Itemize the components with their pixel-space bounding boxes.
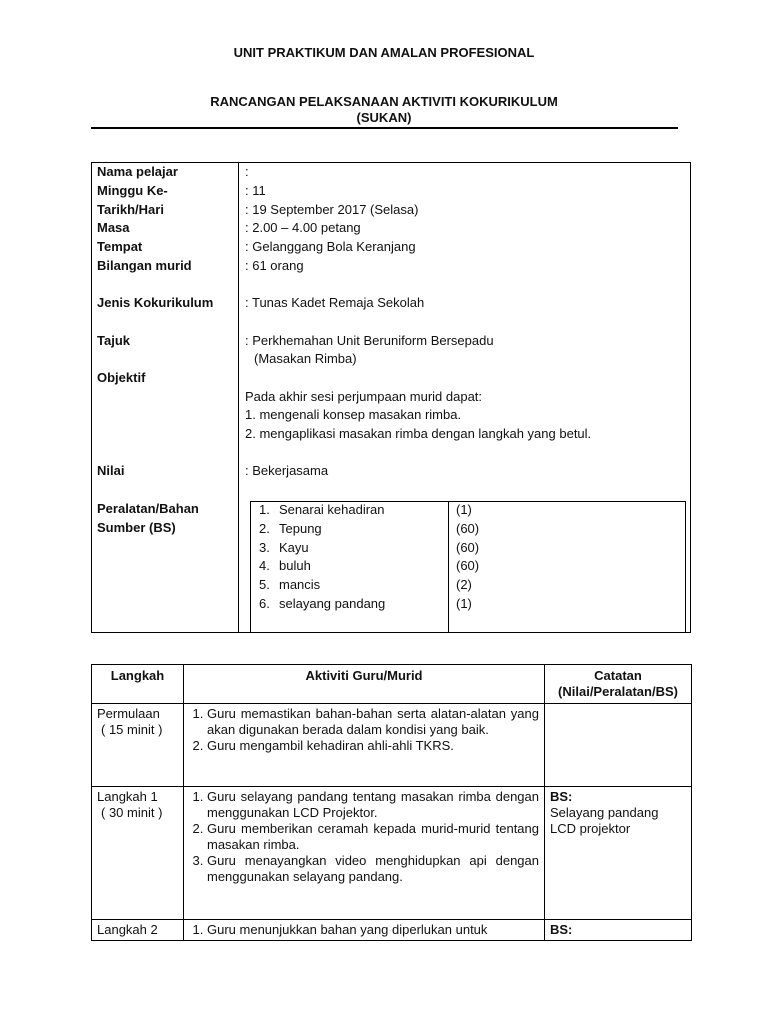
activity-list: [189, 922, 539, 938]
header-catatan: [545, 665, 692, 704]
jenis-value: : Tunas Kadet Remaja Sekolah: [245, 295, 425, 310]
tool-name: mancis: [279, 577, 321, 592]
tool-qty: (60): [456, 540, 480, 555]
step-cell: [92, 920, 184, 941]
step-name: Langkah 2: [97, 922, 158, 937]
subtitle-line-1: RANCANGAN PELAKSANAAN AKTIVITI KOKURIKULUM: [210, 94, 558, 109]
activity-cell: [184, 704, 545, 787]
tool-qty: (60): [456, 521, 480, 536]
nilai-value: : Bekerjasama: [245, 463, 329, 478]
activity-list: [189, 706, 539, 754]
nama-value: :: [245, 164, 249, 179]
header-catatan-line-2: (Nilai/Peralatan/BS): [558, 684, 678, 699]
tarikh-value: : 19 September 2017 (Selasa): [245, 202, 419, 217]
tajuk-value-sub: (Masakan Rimba): [254, 351, 357, 366]
tempat-value: : Gelanggang Bola Keranjang: [245, 239, 416, 254]
tool-item: [259, 520, 322, 538]
activity-item: 1. Guru menunjukkan bahan yang diperlukan untuk: [207, 922, 539, 938]
tool-num: 5.: [259, 577, 270, 592]
tool-num: 3.: [259, 540, 270, 555]
minggu-value: : 11: [245, 183, 266, 198]
sumber-label: Sumber (BS): [97, 520, 176, 535]
notes-item: LCD projektor: [550, 821, 631, 836]
tool-name: Tepung: [279, 521, 322, 536]
step-name: Permulaan: [97, 706, 160, 721]
header-aktiviti: Aktiviti Guru/Murid: [184, 665, 545, 704]
title-divider: [91, 127, 678, 129]
tool-qty: (1): [456, 502, 472, 517]
activity-item: 3. Guru menayangkan video menghidupkan api dengan menggunakan selayang pandang.: [207, 853, 539, 885]
masa-label: Masa: [97, 220, 130, 235]
notes-head: BS:: [550, 922, 573, 937]
tools-list-box: [250, 501, 686, 633]
header-langkah: Langkah: [92, 665, 184, 704]
jenis-label: Jenis Kokurikulum: [97, 295, 214, 310]
step-time: ( 15 minit ): [101, 722, 163, 737]
tool-item: [259, 501, 385, 519]
notes-cell: [545, 704, 692, 787]
step-cell: [92, 704, 184, 787]
objektif-item-2: 2. mengaplikasi masakan rimba dengan langkah yang betul.: [245, 426, 592, 441]
objektif-intro: Pada akhir sesi perjumpaan murid dapat:: [245, 389, 483, 404]
tool-num: 1.: [259, 502, 270, 517]
tool-item: [259, 539, 309, 557]
header-catatan-line-1: Catatan: [594, 668, 642, 683]
tool-item: [259, 576, 320, 594]
tarikh-label: Tarikh/Hari: [97, 202, 164, 217]
bilangan-label: Bilangan murid: [97, 258, 192, 273]
nilai-label: Nilai: [97, 463, 125, 478]
notes-cell: [545, 920, 692, 941]
notes-cell: [545, 787, 692, 920]
step-cell: [92, 787, 184, 920]
tempat-label: Tempat: [97, 239, 143, 254]
info-divider: [238, 163, 239, 632]
activity-list: [189, 789, 539, 885]
activity-cell: [184, 920, 545, 941]
table-row: [92, 920, 692, 941]
table-header-row: [92, 665, 692, 704]
info-box: [91, 162, 691, 633]
objektif-label: Objektif: [97, 370, 146, 385]
tool-item: [259, 557, 311, 575]
table-row: [92, 787, 692, 920]
tajuk-label: Tajuk: [97, 333, 130, 348]
tool-item: [259, 595, 385, 613]
tool-num: 6.: [259, 596, 270, 611]
notes-item: Selayang pandang: [550, 805, 659, 820]
tool-num: 4.: [259, 558, 270, 573]
tajuk-value: : Perkhemahan Unit Beruniform Bersepadu: [245, 333, 494, 348]
minggu-label: Minggu Ke-: [97, 183, 168, 198]
table-row: [92, 704, 692, 787]
activity-item: 2. Guru memberikan ceramah kepada murid-murid tentang masakan rimba.: [207, 821, 539, 853]
tool-qty: (1): [456, 596, 472, 611]
objektif-item-1: 1. mengenali konsep masakan rimba.: [245, 407, 462, 422]
tool-name: buluh: [279, 558, 311, 573]
notes-head: BS:: [550, 789, 573, 804]
document-title: UNIT PRAKTIKUM DAN AMALAN PROFESIONAL: [233, 45, 535, 60]
document-subtitle: [0, 94, 768, 126]
nama-label: Nama pelajar: [97, 164, 178, 179]
tool-name: selayang pandang: [279, 596, 386, 611]
subtitle-line-2: (SUKAN): [356, 110, 412, 125]
peralatan-label: Peralatan/Bahan: [97, 501, 199, 516]
step-time: ( 30 minit ): [101, 805, 163, 820]
step-name: Langkah 1: [97, 789, 158, 804]
tools-divider: [448, 502, 449, 632]
activity-item: 1. Guru selayang pandang tentang masakan rimba dengan menggunakan LCD Projektor.: [207, 789, 539, 821]
activity-item: 2. Guru mengambil kehadiran ahli-ahli TKRS.: [207, 738, 539, 754]
tool-qty: (60): [456, 558, 480, 573]
activity-table: [91, 664, 692, 941]
bilangan-value: : 61 orang: [245, 258, 304, 273]
tool-num: 2.: [259, 521, 270, 536]
masa-value: : 2.00 – 4.00 petang: [245, 220, 361, 235]
tool-name: Kayu: [279, 540, 309, 555]
activity-cell: [184, 787, 545, 920]
tool-qty: (2): [456, 577, 472, 592]
tool-name: Senarai kehadiran: [279, 502, 385, 517]
activity-item: 1. Guru memastikan bahan-bahan serta alatan-alatan yang akan digunakan berada dalam kondisi yang baik.: [207, 706, 539, 738]
